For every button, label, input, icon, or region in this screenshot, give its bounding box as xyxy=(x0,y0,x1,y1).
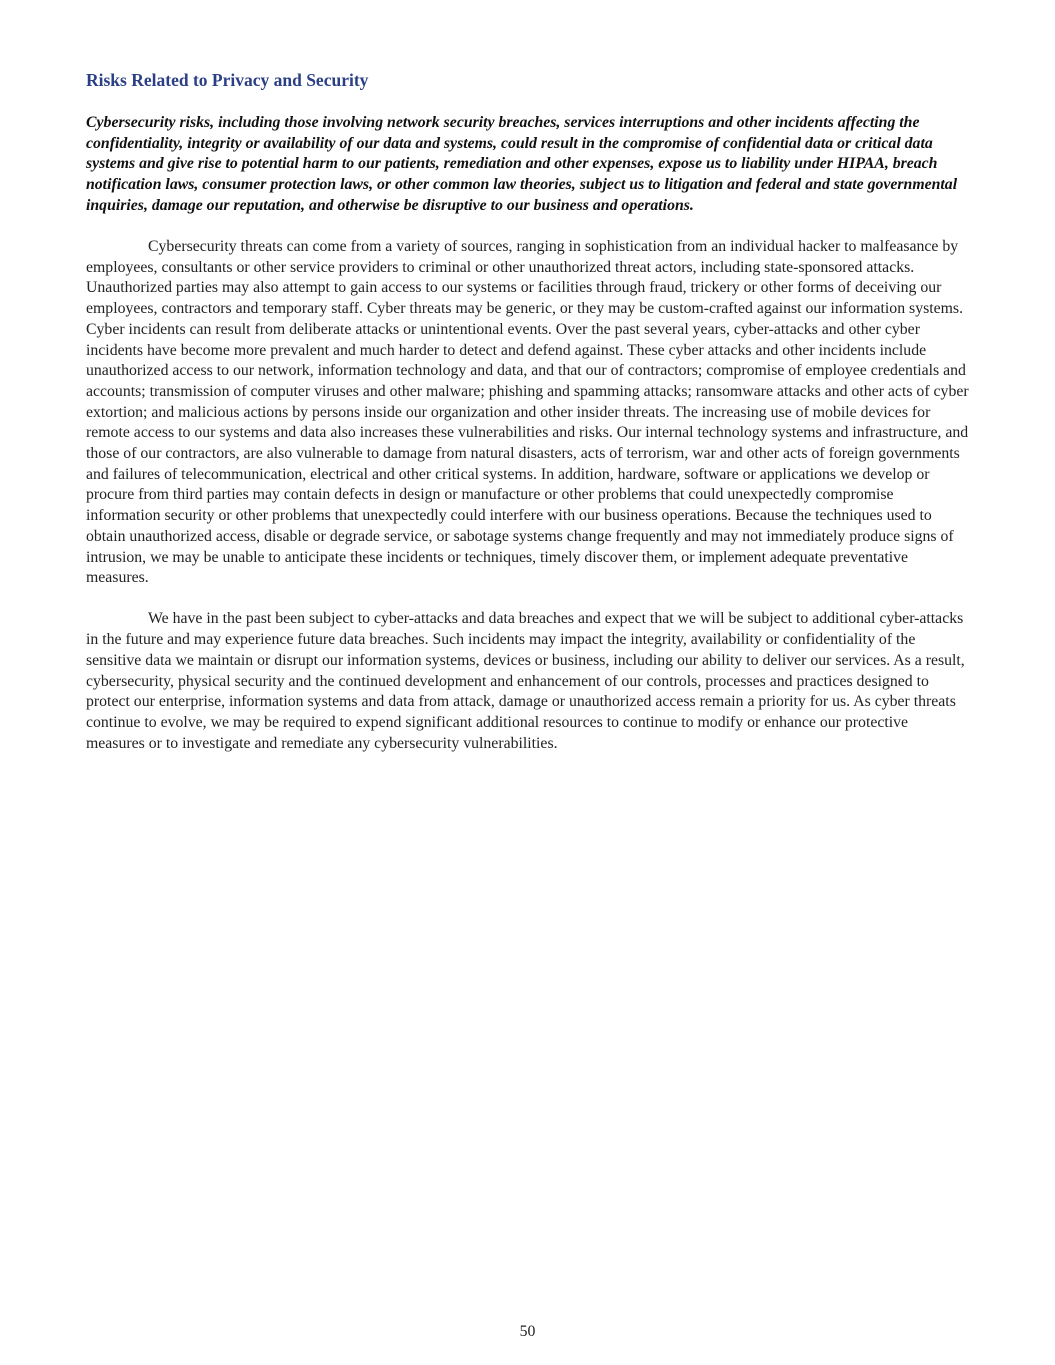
section-title: Risks Related to Privacy and Security xyxy=(86,70,369,90)
page-number: 50 xyxy=(519,1323,536,1340)
body-paragraph-cyber-threats: Cybersecurity threats can come from a variety of sources, ranging in sophistication from an individual hacker to malfeasance by employees, consultants or other service providers to criminal or other unauthorized threat actors, including state-sponsored attacks. Unauthorized parties may also attempt to gain access to our systems or facilities through fraud, trickery or other forms of deceiving our employees, contractors and temporary staff. Cyber threats may be generic, or they may be custom-crafted against our information systems. Cyber incidents can result from deliberate attacks or unintentional events. Over the past several years, cyber-attacks and other cyber incidents have become more prevalent and much harder to detect and defend against. These cyber attacks and other incidents include unauthorized access to our network, information technology and data, and that our of contractors; compromise of employee credentials and accounts; transmission of computer viruses and other malware; phishing and spamming attacks; ransomware attacks and other acts of cyber extortion; and malicious actions by persons inside our organization and other insider threats. The increasing use of mobile devices for remote access to our systems and data also increases these vulnerabilities and risks. Our internal technology systems and infrastructure, and those of our contractors, are also vulnerable to damage from natural disasters, acts of terrorism, war and other acts of foreign governments and failures of telecommunication, electrical and other critical systems. In addition, hardware, software or applications we develop or procure from third parties may contain defects in design or manufacture or other problems that could unexpectedly compromise information security or other problems that unexpectedly could interfere with our business operations. Because the techniques used to obtain unauthorized access, disable or degrade service, or sabotage systems change frequently and may not immediately produce signs of intrusion, we may be unable to anticipate these incidents or techniques, timely discover them, or implement adequate preventative measures. xyxy=(86,238,969,587)
risk-factor-heading: Cybersecurity risks, including those involving network security breaches, services interruptions and other incidents affecting the confidentiality, integrity or availability of our data and systems, could result in the compromise of confidential data or critical data systems and give rise to potential harm to our patients, remediation and other expenses, expose us to liability under HIPAA, breach notification laws, consumer protection laws, or other common law theories, subject us to litigation and federal and state governmental inquiries, damage our reputation, and otherwise be disruptive to our business and operations. xyxy=(86,114,958,214)
document-page xyxy=(86,68,970,754)
body-paragraph-past-attacks: We have in the past been subject to cyber-attacks and data breaches and expect that we will be subject to additional cyber-attacks in the future and may experience future data breaches. Such incidents may impact the integrity, availability or confidentiality of the sensitive data we maintain or disrupt our information systems, devices or business, including our ability to deliver our services. As a result, cybersecurity, physical security and the continued development and enhancement of our controls, processes and practices designed to protect our enterprise, information systems and data from attack, damage or unauthorized access remain a priority for us. As cyber threats continue to evolve, we may be required to expend significant additional resources to continue to modify or enhance our protective measures or to investigate and remediate any cybersecurity vulnerabilities. xyxy=(86,610,965,752)
